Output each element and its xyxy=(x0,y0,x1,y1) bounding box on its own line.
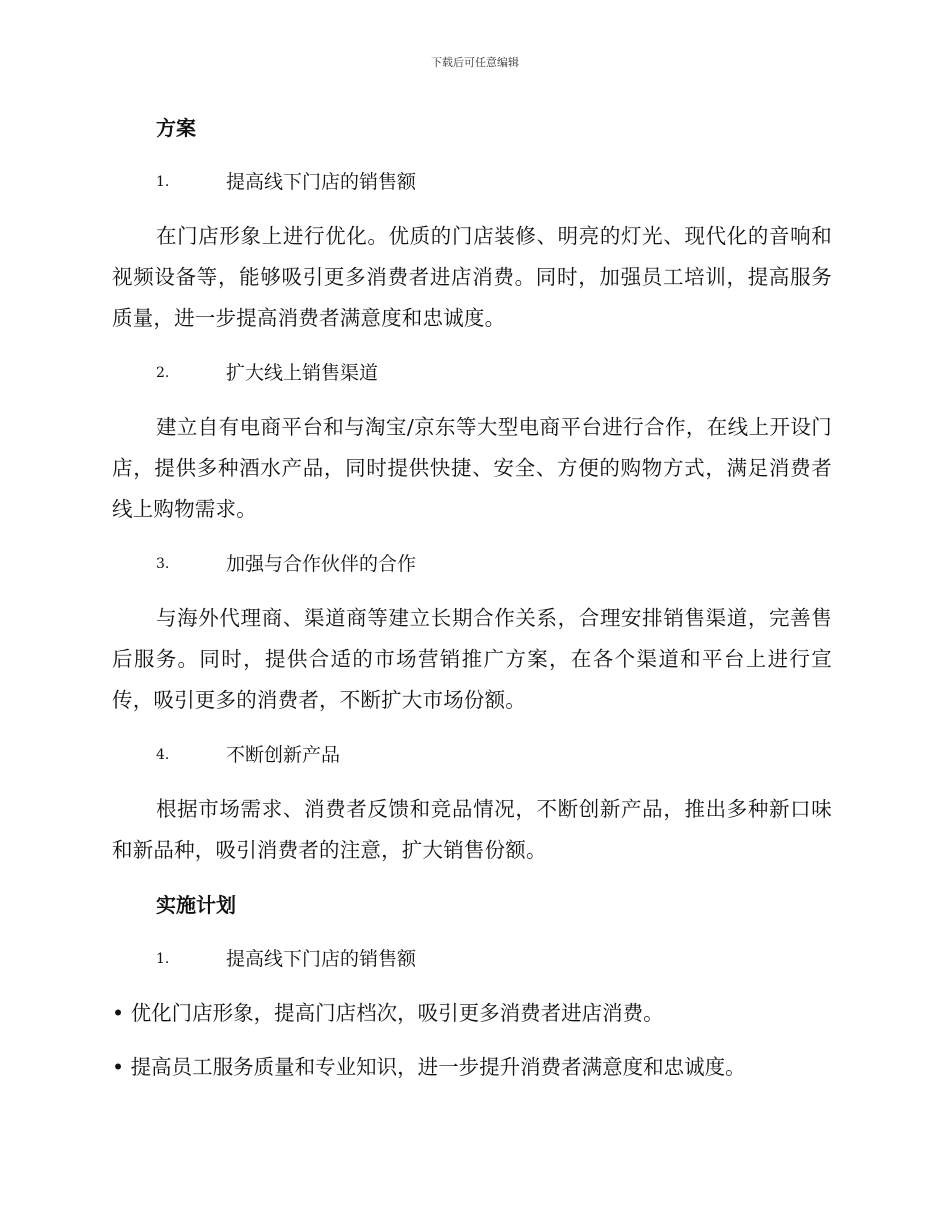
page-header-note: 下载后可任意编辑 xyxy=(431,56,519,69)
bullet-item: • 优化门店形象，提高门店档次，吸引更多消费者进店消费。 xyxy=(112,1001,664,1025)
paragraph: 与海外代理商、渠道商等建立长期合作关系，合理安排销售渠道，完善售后服务。同时，提供合适的市场营销推广方案，在各个渠道和平台上进行宣传，吸引更多的消费者，不断扩大市场份额。 xyxy=(112,606,832,712)
list-item-4 xyxy=(112,735,832,775)
list-number: 3. xyxy=(156,556,170,572)
list-item-2 xyxy=(112,353,832,393)
list-item-title: 不断创新产品 xyxy=(226,744,341,766)
list-number: 1. xyxy=(156,174,170,190)
bullet-item: • 提高员工服务质量和专业知识，进一步提升消费者满意度和忠诚度。 xyxy=(112,1055,746,1079)
list-item-3 xyxy=(112,544,832,584)
paragraph: 建立自有电商平台和与淘宝/京东等大型电商平台进行合作，在线上开设门店，提供多种酒水产品，同时提供快捷、安全、方便的购物方式，满足消费者线上购物需求。 xyxy=(112,415,832,521)
list-item-title: 提高线下门店的销售额 xyxy=(226,948,417,970)
section-heading-plan: 方案 xyxy=(156,116,196,140)
list-item-impl-1 xyxy=(112,939,832,979)
paragraph: 根据市场需求、消费者反馈和竞品情况，不断创新产品，推出多种新口味和新品种，吸引消费者的注意，扩大销售份额。 xyxy=(112,797,832,862)
list-number: 2. xyxy=(156,365,170,381)
section-heading-implementation: 实施计划 xyxy=(156,893,236,917)
list-number: 1. xyxy=(156,951,170,967)
list-item-title: 加强与合作伙伴的合作 xyxy=(226,553,417,575)
paragraph: 在门店形象上进行优化。优质的门店装修、明亮的灯光、现代化的音响和视频设备等，能够吸引更多消费者进店消费。同时，加强员工培训，提高服务质量，进一步提高消费者满意度和忠诚度。 xyxy=(112,224,832,330)
document-body xyxy=(112,108,832,1087)
list-item-title: 扩大线上销售渠道 xyxy=(226,362,379,384)
list-item-title: 提高线下门店的销售额 xyxy=(226,171,417,193)
list-number: 4. xyxy=(156,747,170,763)
list-item-1 xyxy=(112,162,832,202)
